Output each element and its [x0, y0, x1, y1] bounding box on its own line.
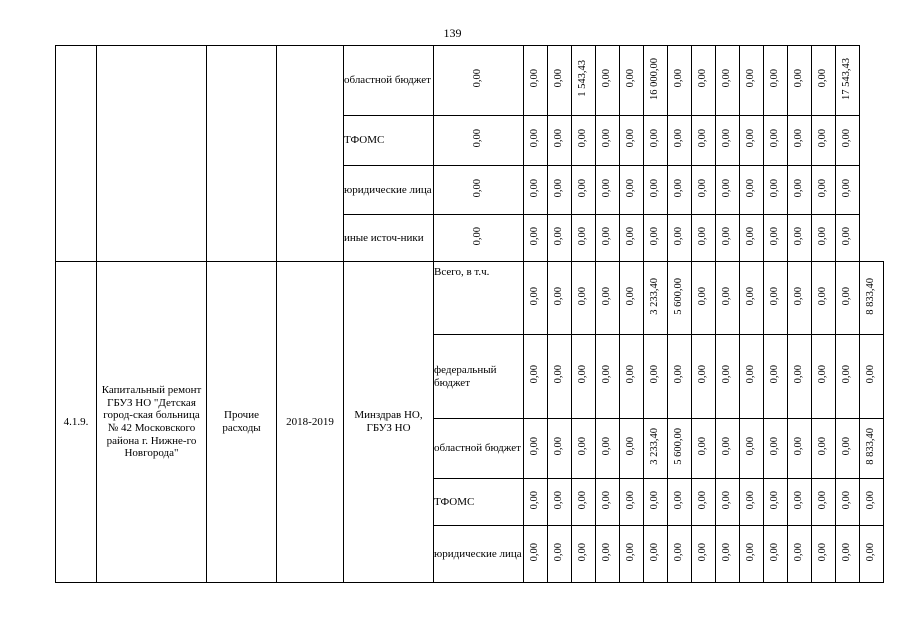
value-cell [836, 526, 860, 583]
value-text: 0,00 [553, 490, 565, 510]
value-cell [620, 335, 644, 419]
value-text: 0,00 [697, 69, 709, 88]
value-cell [764, 479, 788, 526]
value-text: 0,00 [673, 178, 685, 198]
value-text: 0,00 [577, 178, 589, 198]
value-cell [812, 116, 836, 166]
value-text: 0,00 [697, 365, 709, 384]
value-cell [620, 46, 644, 116]
blank-cell [277, 46, 344, 262]
value-cell [812, 526, 836, 583]
value-text: 0,00 [769, 69, 781, 88]
value-cell [812, 262, 836, 335]
value-cell [596, 419, 620, 479]
value-text: 0,00 [577, 542, 589, 562]
value-cell [788, 215, 812, 262]
value-cell [668, 215, 692, 262]
value-text: 0,00 [793, 437, 805, 456]
value-cell [788, 116, 812, 166]
value-text: 0,00 [529, 226, 541, 246]
value-cell [692, 46, 716, 116]
value-cell [836, 116, 860, 166]
value-text: 8 833,40 [865, 277, 877, 315]
value-cell [788, 526, 812, 583]
value-text: 0,00 [841, 226, 853, 246]
value-cell [740, 215, 764, 262]
value-cell [836, 215, 860, 262]
value-cell [860, 335, 884, 419]
value-text: 0,00 [721, 129, 733, 148]
value-cell [620, 262, 644, 335]
value-text: 0,00 [745, 129, 757, 148]
value-cell [524, 526, 548, 583]
value-text: 0,00 [697, 226, 709, 246]
value-text: 0,00 [577, 286, 589, 306]
value-cell [644, 116, 668, 166]
value-cell [644, 419, 668, 479]
value-cell [548, 419, 572, 479]
value-cell [740, 526, 764, 583]
value-text: 0,00 [865, 365, 877, 384]
value-text: 0,00 [721, 178, 733, 198]
value-cell [524, 215, 548, 262]
value-text: 0,00 [793, 542, 805, 562]
value-text: 0,00 [769, 490, 781, 510]
value-text: 0,00 [697, 490, 709, 510]
value-cell [812, 166, 836, 215]
value-cell [764, 166, 788, 215]
value-cell [596, 262, 620, 335]
value-cell [620, 526, 644, 583]
funding-source: юридические лица [434, 526, 524, 583]
value-cell [836, 166, 860, 215]
value-cell [524, 419, 548, 479]
table-row [56, 262, 884, 335]
value-text: 0,00 [721, 542, 733, 562]
value-text: 0,00 [601, 542, 613, 562]
value-cell [692, 262, 716, 335]
value-cell [812, 215, 836, 262]
value-cell [644, 166, 668, 215]
value-text: 0,00 [841, 365, 853, 384]
value-text: 0,00 [745, 226, 757, 246]
value-text: 0,00 [649, 226, 661, 246]
funding-source: федеральный бюджет [434, 335, 524, 419]
value-text: 0,00 [697, 437, 709, 456]
item-number: 4.1.9. [56, 262, 97, 583]
value-cell [716, 166, 740, 215]
value-text: 0,00 [625, 226, 637, 246]
value-cell [716, 419, 740, 479]
value-text: 0,00 [865, 542, 877, 562]
table-row [56, 46, 884, 116]
value-cell [524, 166, 548, 215]
value-cell [692, 116, 716, 166]
value-text: 0,00 [529, 69, 541, 88]
value-cell [572, 419, 596, 479]
value-cell [572, 262, 596, 335]
value-cell [548, 116, 572, 166]
value-text: 0,00 [841, 490, 853, 510]
value-text: 0,00 [769, 365, 781, 384]
value-text: 0,00 [601, 490, 613, 510]
value-text: 0,00 [625, 437, 637, 456]
value-cell [812, 335, 836, 419]
value-cell [692, 419, 716, 479]
value-text: 3 233,40 [649, 277, 661, 315]
value-text: 0,00 [769, 178, 781, 198]
value-text: 0,00 [817, 365, 829, 384]
value-cell [668, 419, 692, 479]
value-cell [788, 166, 812, 215]
value-text: 0,00 [673, 129, 685, 148]
value-cell [548, 262, 572, 335]
value-cell [644, 262, 668, 335]
value-cell [644, 215, 668, 262]
value-text: 0,00 [553, 437, 565, 456]
value-text: 17 543,43 [841, 57, 853, 100]
value-text: 0,00 [472, 129, 484, 148]
value-text: 0,00 [625, 365, 637, 384]
value-cell [596, 526, 620, 583]
value-cell [860, 262, 884, 335]
blank-cell [97, 46, 207, 262]
value-cell [548, 335, 572, 419]
value-text: 0,00 [577, 437, 589, 456]
value-cell [716, 46, 740, 116]
value-cell [434, 116, 524, 166]
value-cell [524, 46, 548, 116]
value-text: 0,00 [793, 69, 805, 88]
value-text: 0,00 [649, 490, 661, 510]
value-text: 0,00 [625, 542, 637, 562]
funding-source: Всего, в т.ч. [434, 262, 524, 335]
value-text: 0,00 [697, 542, 709, 562]
funding-source: ТФОМС [434, 479, 524, 526]
value-text: 0,00 [745, 69, 757, 88]
value-cell [572, 116, 596, 166]
value-cell [620, 166, 644, 215]
funding-source: областной бюджет [434, 419, 524, 479]
value-text: 0,00 [601, 226, 613, 246]
value-cell [596, 166, 620, 215]
value-text: 0,00 [841, 129, 853, 148]
value-text: 0,00 [472, 69, 484, 88]
value-cell [620, 215, 644, 262]
value-cell [836, 479, 860, 526]
value-cell [764, 335, 788, 419]
value-text: 0,00 [553, 69, 565, 88]
value-text: 0,00 [649, 542, 661, 562]
value-text: 0,00 [553, 365, 565, 384]
value-text: 0,00 [553, 226, 565, 246]
value-text: 0,00 [601, 365, 613, 384]
value-cell [812, 46, 836, 116]
item-executor: Минздрав НО, ГБУЗ НО [344, 262, 434, 583]
value-text: 0,00 [721, 286, 733, 306]
value-text: 0,00 [721, 226, 733, 246]
value-cell [860, 479, 884, 526]
value-cell [764, 262, 788, 335]
funding-source: иные источ-ники [344, 215, 434, 262]
value-text: 0,00 [817, 178, 829, 198]
value-text: 0,00 [769, 437, 781, 456]
value-text: 1 543,43 [577, 60, 589, 98]
value-cell [740, 116, 764, 166]
value-cell [434, 215, 524, 262]
value-cell [740, 166, 764, 215]
value-cell [860, 419, 884, 479]
value-cell [524, 262, 548, 335]
value-text: 0,00 [553, 129, 565, 148]
value-text: 0,00 [793, 226, 805, 246]
value-text: 0,00 [697, 129, 709, 148]
value-text: 0,00 [649, 129, 661, 148]
value-text: 0,00 [472, 226, 484, 246]
value-cell [524, 479, 548, 526]
funding-source: ТФОМС [344, 116, 434, 166]
value-text: 5 600,00 [673, 428, 685, 466]
value-text: 0,00 [673, 226, 685, 246]
expense-type: Прочие расходы [207, 262, 277, 583]
item-period: 2018-2019 [277, 262, 344, 583]
value-text: 0,00 [529, 542, 541, 562]
value-cell [764, 116, 788, 166]
page-number: 139 [443, 26, 462, 40]
value-cell [572, 479, 596, 526]
value-cell [764, 526, 788, 583]
value-text: 0,00 [793, 490, 805, 510]
funding-source: юридические лица [344, 166, 434, 215]
value-text: 0,00 [793, 178, 805, 198]
value-cell [434, 166, 524, 215]
value-text: 0,00 [529, 129, 541, 148]
value-cell [668, 166, 692, 215]
value-cell [620, 419, 644, 479]
value-cell [764, 215, 788, 262]
value-text: 0,00 [553, 178, 565, 198]
value-cell [434, 46, 524, 116]
value-text: 0,00 [841, 542, 853, 562]
value-text: 0,00 [625, 178, 637, 198]
value-cell [596, 479, 620, 526]
value-text: 0,00 [817, 286, 829, 306]
value-cell [524, 335, 548, 419]
value-text: 0,00 [769, 129, 781, 148]
value-text: 0,00 [745, 490, 757, 510]
value-text: 0,00 [529, 178, 541, 198]
value-cell [836, 335, 860, 419]
value-cell [572, 46, 596, 116]
value-cell [668, 262, 692, 335]
value-text: 0,00 [769, 226, 781, 246]
value-text: 0,00 [649, 178, 661, 198]
value-text: 0,00 [472, 178, 484, 198]
value-text: 0,00 [673, 490, 685, 510]
value-text: 16 000,00 [649, 57, 661, 100]
value-cell [764, 46, 788, 116]
value-text: 0,00 [769, 286, 781, 306]
value-cell [716, 215, 740, 262]
value-cell [788, 46, 812, 116]
value-cell [524, 116, 548, 166]
value-cell [596, 335, 620, 419]
value-text: 0,00 [601, 129, 613, 148]
value-cell [764, 419, 788, 479]
value-text: 0,00 [817, 490, 829, 510]
value-cell [836, 46, 860, 116]
value-text: 0,00 [841, 437, 853, 456]
value-cell [548, 479, 572, 526]
value-cell [836, 262, 860, 335]
value-cell [572, 526, 596, 583]
value-text: 0,00 [625, 129, 637, 148]
value-cell [788, 479, 812, 526]
value-cell [692, 166, 716, 215]
value-text: 0,00 [553, 542, 565, 562]
item-name: Капитальный ремонт ГБУЗ НО "Детская город-ская больница № 42 Московского района г. Нижне-го Новгорода" [97, 262, 207, 583]
value-text: 0,00 [649, 365, 661, 384]
value-cell [788, 262, 812, 335]
value-cell [716, 526, 740, 583]
blank-cell [56, 46, 97, 262]
value-cell [644, 479, 668, 526]
value-cell [572, 166, 596, 215]
value-cell [572, 335, 596, 419]
value-text: 0,00 [745, 286, 757, 306]
value-text: 0,00 [673, 69, 685, 88]
value-cell [548, 526, 572, 583]
value-cell [596, 116, 620, 166]
value-text: 5 600,00 [673, 277, 685, 315]
value-text: 0,00 [745, 542, 757, 562]
funding-source: областной бюджет [344, 46, 434, 116]
value-cell [716, 262, 740, 335]
value-text: 0,00 [697, 178, 709, 198]
value-text: 0,00 [577, 129, 589, 148]
value-text: 0,00 [529, 365, 541, 384]
value-text: 0,00 [745, 365, 757, 384]
value-text: 0,00 [601, 178, 613, 198]
value-text: 0,00 [769, 542, 781, 562]
value-text: 8 833,40 [865, 428, 877, 466]
value-cell [692, 526, 716, 583]
value-cell [716, 335, 740, 419]
value-text: 0,00 [865, 490, 877, 510]
value-text: 0,00 [721, 490, 733, 510]
value-cell [740, 46, 764, 116]
value-cell [668, 526, 692, 583]
value-text: 0,00 [721, 365, 733, 384]
budget-table [55, 45, 884, 583]
value-text: 0,00 [625, 490, 637, 510]
value-cell [812, 479, 836, 526]
value-cell [788, 335, 812, 419]
value-cell [596, 215, 620, 262]
value-cell [692, 215, 716, 262]
value-text: 3 233,40 [649, 428, 661, 466]
value-text: 0,00 [529, 490, 541, 510]
value-cell [668, 116, 692, 166]
value-text: 0,00 [601, 437, 613, 456]
value-cell [644, 335, 668, 419]
value-text: 0,00 [673, 542, 685, 562]
value-cell [548, 166, 572, 215]
value-cell [716, 116, 740, 166]
value-text: 0,00 [577, 226, 589, 246]
value-cell [692, 335, 716, 419]
value-cell [716, 479, 740, 526]
value-text: 0,00 [721, 437, 733, 456]
value-cell [644, 46, 668, 116]
value-text: 0,00 [841, 286, 853, 306]
value-text: 0,00 [577, 490, 589, 510]
value-cell [620, 116, 644, 166]
value-text: 0,00 [817, 129, 829, 148]
value-cell [788, 419, 812, 479]
value-text: 0,00 [577, 365, 589, 384]
value-text: 0,00 [601, 69, 613, 88]
value-cell [644, 526, 668, 583]
value-cell [740, 262, 764, 335]
value-text: 0,00 [529, 437, 541, 456]
value-text: 0,00 [817, 437, 829, 456]
value-text: 0,00 [817, 69, 829, 88]
value-text: 0,00 [529, 286, 541, 306]
value-cell [740, 419, 764, 479]
value-text: 0,00 [793, 286, 805, 306]
value-cell [812, 419, 836, 479]
value-cell [692, 479, 716, 526]
value-text: 0,00 [841, 178, 853, 198]
value-text: 0,00 [553, 286, 565, 306]
value-text: 0,00 [601, 286, 613, 306]
value-text: 0,00 [721, 69, 733, 88]
value-cell [836, 419, 860, 479]
value-cell [620, 479, 644, 526]
value-cell [548, 46, 572, 116]
value-text: 0,00 [697, 286, 709, 306]
value-cell [740, 335, 764, 419]
blank-cell [207, 46, 277, 262]
value-text: 0,00 [625, 286, 637, 306]
value-cell [860, 526, 884, 583]
value-cell [668, 479, 692, 526]
value-text: 0,00 [673, 365, 685, 384]
value-cell [572, 215, 596, 262]
value-cell [668, 46, 692, 116]
value-cell [740, 479, 764, 526]
value-cell [668, 335, 692, 419]
value-text: 0,00 [817, 542, 829, 562]
value-text: 0,00 [817, 226, 829, 246]
value-text: 0,00 [745, 437, 757, 456]
value-cell [596, 46, 620, 116]
value-text: 0,00 [793, 129, 805, 148]
value-cell [548, 215, 572, 262]
value-text: 0,00 [793, 365, 805, 384]
value-text: 0,00 [625, 69, 637, 88]
value-text: 0,00 [745, 178, 757, 198]
